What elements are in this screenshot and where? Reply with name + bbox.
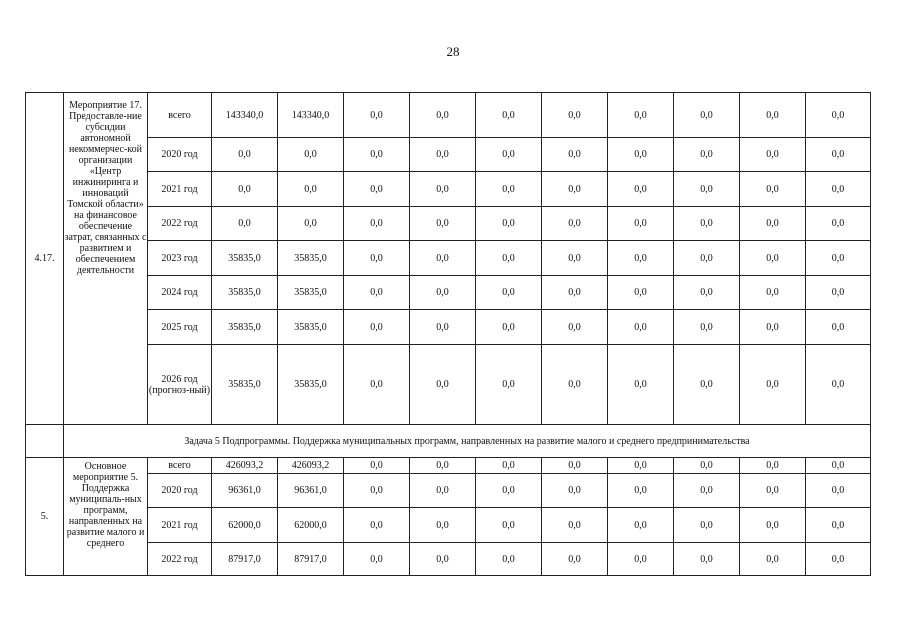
value-cell: 0,0 [740, 276, 806, 310]
value-cell: 0,0 [608, 207, 674, 241]
value-cell: 0,0 [806, 172, 871, 207]
value-cell: 96361,0 [212, 474, 278, 508]
value-cell: 0,0 [344, 508, 410, 543]
value-cell: 0,0 [344, 241, 410, 276]
value-cell: 0,0 [542, 310, 608, 345]
value-cell: 0,0 [608, 474, 674, 508]
value-cell: 0,0 [410, 241, 476, 276]
value-cell: 0,0 [740, 207, 806, 241]
period-cell: 2022 год [148, 207, 212, 241]
value-cell: 0,0 [608, 310, 674, 345]
value-cell: 35835,0 [212, 276, 278, 310]
value-cell: 0,0 [542, 241, 608, 276]
value-cell: 0,0 [410, 138, 476, 172]
value-cell: 0,0 [806, 241, 871, 276]
value-cell: 0,0 [410, 207, 476, 241]
value-cell: 0,0 [410, 458, 476, 474]
value-cell: 35835,0 [278, 310, 344, 345]
value-cell: 62000,0 [278, 508, 344, 543]
value-cell: 0,0 [410, 310, 476, 345]
value-cell: 0,0 [476, 474, 542, 508]
table-row [26, 474, 871, 508]
value-cell: 0,0 [740, 310, 806, 345]
value-cell: 0,0 [674, 310, 740, 345]
value-cell: 0,0 [410, 93, 476, 138]
value-cell: 426093,2 [278, 458, 344, 474]
value-cell: 0,0 [740, 93, 806, 138]
budget-table [25, 92, 871, 576]
value-cell: 0,0 [476, 458, 542, 474]
value-cell: 0,0 [674, 241, 740, 276]
period-cell: 2024 год [148, 276, 212, 310]
value-cell: 0,0 [410, 276, 476, 310]
value-cell: 62000,0 [212, 508, 278, 543]
value-cell: 35835,0 [278, 345, 344, 425]
row-index: 5. [26, 458, 64, 576]
value-cell: 0,0 [344, 310, 410, 345]
value-cell: 0,0 [344, 345, 410, 425]
table-row [26, 172, 871, 207]
value-cell: 426093,2 [212, 458, 278, 474]
value-cell: 0,0 [344, 276, 410, 310]
value-cell: 0,0 [806, 508, 871, 543]
value-cell: 0,0 [344, 458, 410, 474]
task-heading: Задача 5 Подпрограммы. Поддержка муниципальных программ, направленных на развитие малого и среднего предпринимательства [64, 425, 871, 458]
value-cell: 0,0 [410, 508, 476, 543]
value-cell: 0,0 [608, 458, 674, 474]
value-cell: 0,0 [674, 345, 740, 425]
table-row [26, 276, 871, 310]
value-cell: 35835,0 [278, 241, 344, 276]
value-cell: 0,0 [542, 474, 608, 508]
table-row [26, 93, 871, 138]
value-cell: 0,0 [542, 207, 608, 241]
value-cell: 0,0 [476, 345, 542, 425]
value-cell: 0,0 [674, 543, 740, 576]
value-cell: 0,0 [674, 508, 740, 543]
row-index: 4.17. [26, 93, 64, 425]
value-cell: 0,0 [212, 172, 278, 207]
value-cell: 0,0 [740, 508, 806, 543]
value-cell: 0,0 [608, 241, 674, 276]
table-row [26, 207, 871, 241]
value-cell: 0,0 [806, 474, 871, 508]
value-cell: 0,0 [476, 508, 542, 543]
table-row [26, 138, 871, 172]
value-cell: 35835,0 [212, 345, 278, 425]
value-cell: 0,0 [476, 276, 542, 310]
value-cell: 0,0 [806, 207, 871, 241]
value-cell: 0,0 [278, 207, 344, 241]
table-row [26, 345, 871, 425]
table-row [26, 543, 871, 576]
value-cell: 0,0 [608, 93, 674, 138]
period-cell: всего [148, 458, 212, 474]
table-row [26, 458, 871, 474]
value-cell: 0,0 [212, 138, 278, 172]
value-cell: 0,0 [542, 508, 608, 543]
period-cell: 2026 год (прогноз-ный) [148, 345, 212, 425]
value-cell: 0,0 [806, 138, 871, 172]
value-cell: 0,0 [806, 345, 871, 425]
value-cell: 0,0 [674, 276, 740, 310]
period-cell: 2021 год [148, 508, 212, 543]
value-cell: 96361,0 [278, 474, 344, 508]
value-cell: 0,0 [410, 172, 476, 207]
value-cell: 0,0 [542, 543, 608, 576]
value-cell: 0,0 [476, 138, 542, 172]
value-cell: 0,0 [608, 172, 674, 207]
period-cell: всего [148, 93, 212, 138]
value-cell: 0,0 [410, 543, 476, 576]
value-cell: 0,0 [806, 543, 871, 576]
value-cell: 0,0 [674, 172, 740, 207]
value-cell: 0,0 [542, 138, 608, 172]
value-cell: 0,0 [410, 474, 476, 508]
value-cell: 0,0 [740, 172, 806, 207]
table-row [26, 425, 871, 458]
value-cell: 0,0 [476, 172, 542, 207]
value-cell: 0,0 [410, 345, 476, 425]
period-cell: 2021 год [148, 172, 212, 207]
value-cell: 0,0 [476, 543, 542, 576]
row-description: Мероприятие 17. Предоставле-ние субсидии автономной некоммерчес-кой организации «Центр инжиниринга и инноваций Томской области» на финансовое обеспечение затрат, связанных с развитием и обеспечением деятельности [64, 93, 148, 425]
value-cell: 87917,0 [278, 543, 344, 576]
value-cell: 0,0 [740, 543, 806, 576]
value-cell: 143340,0 [278, 93, 344, 138]
value-cell: 0,0 [674, 138, 740, 172]
value-cell: 0,0 [608, 138, 674, 172]
value-cell: 0,0 [212, 207, 278, 241]
value-cell: 0,0 [740, 241, 806, 276]
value-cell: 0,0 [740, 345, 806, 425]
value-cell: 0,0 [344, 207, 410, 241]
value-cell: 0,0 [542, 93, 608, 138]
row-description: Основное мероприятие 5. Поддержка муниципаль-ных программ, направленных на развитие малого и среднего [64, 458, 148, 576]
value-cell: 0,0 [806, 458, 871, 474]
value-cell: 0,0 [278, 172, 344, 207]
value-cell: 0,0 [542, 458, 608, 474]
value-cell: 0,0 [740, 138, 806, 172]
value-cell: 0,0 [542, 276, 608, 310]
value-cell: 0,0 [476, 93, 542, 138]
value-cell: 0,0 [608, 345, 674, 425]
period-cell: 2025 год [148, 310, 212, 345]
value-cell: 0,0 [344, 543, 410, 576]
value-cell: 0,0 [608, 543, 674, 576]
value-cell: 0,0 [542, 172, 608, 207]
table-row [26, 310, 871, 345]
value-cell: 0,0 [476, 310, 542, 345]
row-index [26, 425, 64, 458]
value-cell: 0,0 [344, 138, 410, 172]
value-cell: 35835,0 [278, 276, 344, 310]
value-cell: 35835,0 [212, 310, 278, 345]
value-cell: 0,0 [740, 474, 806, 508]
value-cell: 0,0 [344, 474, 410, 508]
value-cell: 0,0 [608, 276, 674, 310]
period-cell: 2020 год [148, 474, 212, 508]
value-cell: 143340,0 [212, 93, 278, 138]
value-cell: 0,0 [344, 172, 410, 207]
value-cell: 0,0 [542, 345, 608, 425]
table-row [26, 241, 871, 276]
period-cell: 2022 год [148, 543, 212, 576]
table-row [26, 508, 871, 543]
value-cell: 0,0 [476, 207, 542, 241]
value-cell: 0,0 [674, 474, 740, 508]
page-number: 28 [446, 44, 460, 59]
value-cell: 0,0 [608, 508, 674, 543]
value-cell: 0,0 [674, 207, 740, 241]
period-cell: 2020 год [148, 138, 212, 172]
value-cell: 0,0 [674, 93, 740, 138]
value-cell: 0,0 [278, 138, 344, 172]
value-cell: 0,0 [344, 93, 410, 138]
value-cell: 0,0 [806, 310, 871, 345]
value-cell: 0,0 [476, 241, 542, 276]
value-cell: 35835,0 [212, 241, 278, 276]
period-cell: 2023 год [148, 241, 212, 276]
value-cell: 0,0 [740, 458, 806, 474]
value-cell: 0,0 [806, 93, 871, 138]
value-cell: 0,0 [674, 458, 740, 474]
value-cell: 87917,0 [212, 543, 278, 576]
value-cell: 0,0 [806, 276, 871, 310]
